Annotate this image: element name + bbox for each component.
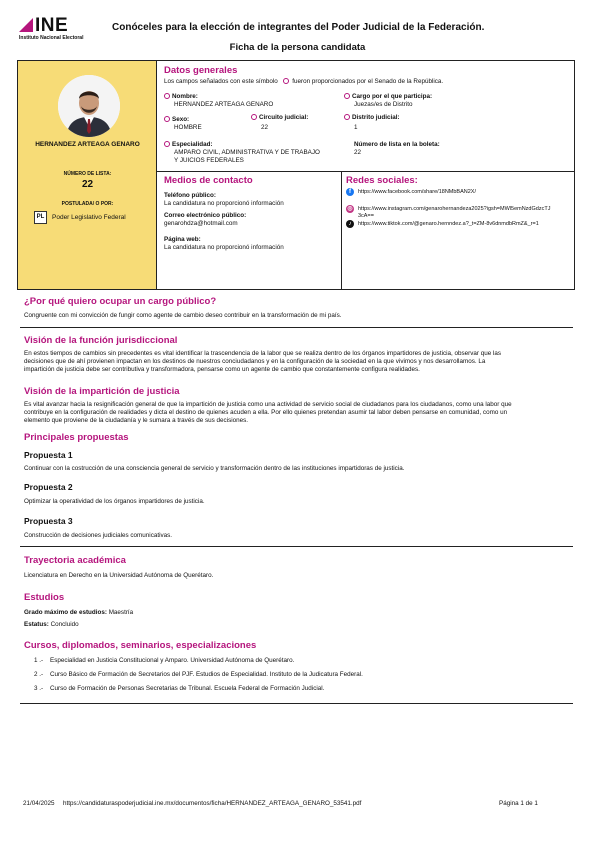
instagram-icon: ◎ [347, 206, 353, 212]
grado-value: Maestría [108, 609, 134, 616]
page-subtitle: Ficha de la persona candidata [229, 42, 366, 53]
circuito-label-wrap [251, 114, 308, 121]
redes-sociales-title: Redes sociales: [346, 175, 418, 186]
distrito-value: 1 [354, 124, 358, 131]
sexo-value: HOMBRE [174, 124, 202, 131]
sexo-label: Sexo: [172, 116, 190, 123]
senado-note-after: fueron proporcionados por el Senado de la República. [292, 78, 444, 85]
especialidad-label-wrap [164, 141, 213, 148]
distrito-label: Distrito judicial: [352, 114, 400, 121]
medios-contacto-section [157, 172, 342, 289]
ine-logo-subtitle: Instituto Nacional Electoral [19, 35, 84, 41]
telefono-label: Teléfono público: [164, 192, 217, 199]
candidate-card [17, 60, 575, 290]
facebook-icon: f [346, 188, 354, 196]
senado-marker-icon [164, 93, 170, 99]
propuesta-2-title: Propuesta 2 [24, 482, 73, 492]
correo-label: Correo electrónico público: [164, 212, 247, 219]
senado-note [164, 78, 443, 86]
cargo-label: Cargo por el que participa: [352, 93, 433, 100]
porque-text: Congruente con mi convicción de fungir como agente de cambio deseo contribuir en la transformación de mi país. [24, 312, 342, 319]
list-number-label: NÚMERO DE LISTA: [63, 171, 112, 177]
candidate-sidebar [18, 61, 157, 289]
party-badge-icon: PL [34, 211, 47, 224]
estatus-row [24, 621, 572, 629]
propuesta-3-title: Propuesta 3 [24, 516, 73, 526]
curso-3-text: Curso de Formación de Personas Secretarias de Tribunal. Escuela Federal de Formación Judicial. [50, 685, 325, 692]
vision-funcion-line-2: decisiones que de ahí provienen impactan en los destinos de nuestros conciudadanos y en la configuración de la sociedad en la que vivimos y nos desarrollamos. La [24, 358, 486, 365]
estatus-label: Estatus: [24, 621, 49, 628]
propuesta-1-text: Continuar con la costrucción de una consciencia general de servicio y transformación dentro de las instituciones impartidoras de justicia. [24, 465, 405, 472]
senado-marker-icon [283, 78, 289, 84]
curso-3-num: 3 .- [34, 685, 44, 692]
divider [20, 327, 573, 328]
senado-marker-icon [164, 116, 170, 122]
tiktok-icon: ♪ [346, 220, 354, 228]
medios-contacto-title: Medios de contacto [164, 175, 253, 186]
vision-imparticion-line-2: contribuye en la configuración de realidades y dicta el destino de quienes acuden a ella. Por ello quienes pretendan asumir tal labor deben pensarse en comunidad, como un [24, 409, 508, 416]
senado-marker-icon [344, 93, 350, 99]
nombre-label: Nombre: [172, 93, 198, 100]
vision-imparticion-line-1: Es vital avanzar hacia la resignificación general de que la impartición de justicia como una actividad de servicio social de ciudadanos para los ciudadanos, como una labor que [24, 401, 512, 408]
footer-page-number: Página 1 de 1 [499, 800, 538, 807]
party-name: Poder Legislativo Federal [52, 214, 126, 221]
estatus-value: Concluido [50, 621, 79, 628]
curso-1-text: Especialidad en Justicia Constitucional y Amparo. Universidad Autónoma de Querétaro. [50, 657, 295, 664]
especialidad-value-1: AMPARO CIVIL, ADMINISTRATIVA Y DE TRABAJO [174, 149, 320, 156]
distrito-label-wrap [344, 114, 400, 121]
senado-marker-icon [164, 141, 170, 147]
propuestas-title: Principales propuestas [24, 432, 129, 443]
circuito-value: 22 [261, 124, 269, 131]
porque-title: ¿Por qué quiero ocupar un cargo público? [24, 296, 217, 307]
redes-sociales-section [342, 172, 574, 289]
datos-generales-section [157, 61, 574, 172]
nombre-value: HERNANDEZ ARTEAGA GENARO [174, 101, 274, 108]
page-title: Conóceles para la elección de integrantes del Poder Judicial de la Federación. [112, 22, 485, 33]
candidate-photo-illustration [58, 75, 120, 137]
instagram-link[interactable]: https://www.instagram.com/genarohernandeza2025?igsh=MWl5emNzdGdzcTJ [358, 206, 551, 212]
candidate-name: HERNANDEZ ARTEAGA GENARO [35, 141, 140, 148]
ine-logo-triangle-icon [19, 18, 33, 32]
datos-generales-title: Datos generales [164, 65, 238, 76]
especialidad-value-2: Y JUICIOS FEDERALES [174, 157, 244, 164]
correo-value[interactable]: genarohdza@hotmail.com [164, 220, 238, 227]
ine-logo [19, 15, 99, 44]
sexo-label-wrap [164, 116, 189, 123]
vision-imparticion-title: Visión de la impartición de justicia [24, 386, 180, 397]
footer-url[interactable]: https://candidaturaspoderjudicial.ine.mx/documentos/ficha/HERNANDEZ_ARTEAGA_GENARO_53541.pdf [63, 800, 362, 807]
especialidad-label: Especialidad: [172, 141, 213, 148]
grado-label: Grado máximo de estudios: [24, 609, 107, 616]
cargo-label-wrap [344, 93, 432, 100]
divider [20, 703, 573, 704]
propuesta-3-text: Construcción de decisiones judiciales comunicativas. [24, 532, 173, 539]
list-number-value: 22 [81, 179, 94, 190]
telefono-value: La candidatura no proporcionó información [164, 200, 284, 207]
curso-2-num: 2 .- [34, 671, 44, 678]
cargo-value: Juezas/es de Distrito [354, 101, 413, 108]
ine-logo-text: INE [35, 15, 69, 36]
divider [20, 546, 573, 547]
trayectoria-title: Trayectoria académica [24, 555, 126, 566]
web-label: Página web: [164, 236, 201, 243]
facebook-link[interactable]: https://www.facebook.com/share/18NMbBAN2X/ [358, 189, 476, 195]
web-value: La candidatura no proporcionó información [164, 244, 284, 251]
circuito-label: Circuito judicial: [259, 114, 309, 121]
candidate-photo [58, 75, 120, 137]
propuesta-1-title: Propuesta 1 [24, 450, 73, 460]
senado-marker-icon [344, 114, 350, 120]
instagram-link-cont[interactable]: 3cA== [358, 213, 374, 219]
boleta-value: 22 [354, 149, 362, 156]
estudios-title: Estudios [24, 592, 65, 603]
curso-2-text: Curso Básico de Formación de Secretarios del PJF. Estudios de Especialidad. Instituto de la Judicatura Federal. [50, 671, 363, 678]
tiktok-link[interactable]: https://www.tiktok.com/@genaro.hernndez.a?_t=ZM-8v6dnmdbRmZ&_r=1 [358, 221, 539, 227]
footer-date: 21/04/2025 [23, 800, 55, 807]
boleta-label: Número de lista en la boleta: [354, 141, 440, 148]
vision-funcion-line-1: En estos tiempos de cambios sin precedentes es vital identificar la trascendencia de la labor que se realiza dentro de los órganos impartidores de justicia, observar que las [24, 350, 502, 357]
vision-funcion-line-3: impartición de justicia debe ser contributiva y transformadora, pensarse como un agente de cambio que constantemente configura realidades. [24, 366, 420, 373]
trayectoria-text: Licenciatura en Derecho en la Universidad Autónoma de Querétaro. [24, 572, 214, 579]
postulada-label: POSTULADA/ O POR: [61, 201, 114, 207]
cursos-title: Cursos, diplomados, seminarios, especializaciones [24, 640, 257, 651]
senado-note-before: Los campos señalados con este símbolo [164, 78, 278, 85]
senado-marker-icon [251, 114, 257, 120]
vision-funcion-title: Visión de la función jurisdiccional [24, 335, 178, 346]
nombre-label-wrap [164, 93, 198, 100]
propuesta-2-text: Optimizar la operatividad de los órganos impartidores de justicia. [24, 498, 205, 505]
grado-row [24, 609, 572, 617]
curso-1-num: 1 .- [34, 657, 44, 664]
vision-imparticion-line-3: elemento que proviene de la ciudadanía y le sumara a través de sus decisiones. [24, 417, 249, 424]
